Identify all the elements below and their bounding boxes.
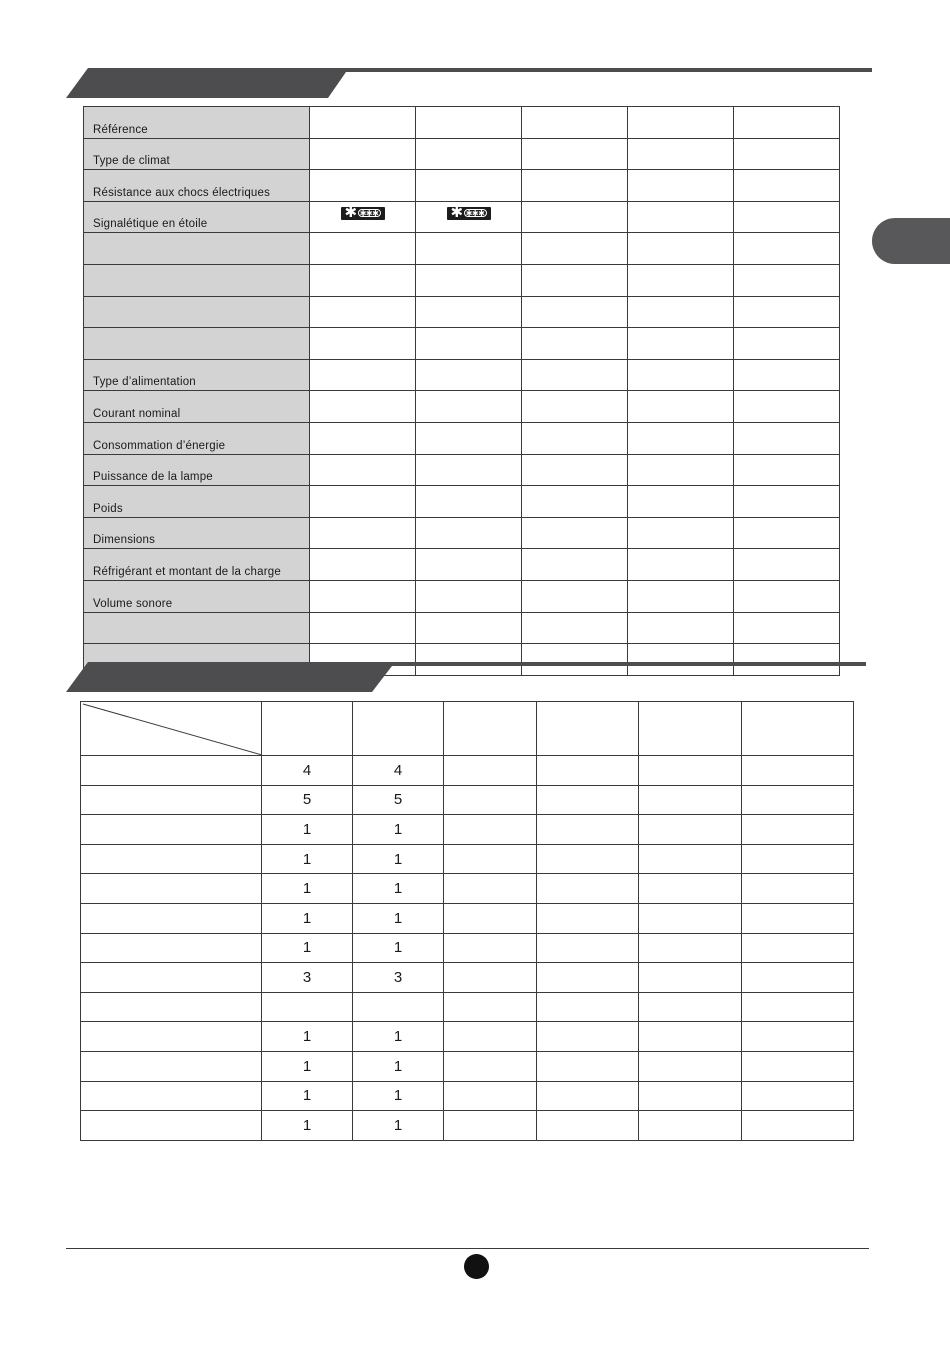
header-cell	[639, 702, 742, 756]
spec-cell	[416, 517, 522, 549]
accessory-qty-cell	[639, 815, 742, 845]
accessory-qty-cell	[537, 756, 639, 786]
spec-cell	[522, 454, 628, 486]
accessory-qty-cell: 1	[262, 1111, 353, 1141]
spec-cell	[416, 612, 522, 644]
accessory-qty-cell	[537, 903, 639, 933]
spec-cell	[522, 517, 628, 549]
accessory-row	[81, 992, 854, 1022]
accessory-qty-cell: 4	[353, 756, 444, 786]
spec-cell	[416, 296, 522, 328]
accessories-header-row	[81, 702, 854, 756]
accessory-qty-cell: 1	[353, 1022, 444, 1052]
spec-row	[84, 328, 840, 360]
accessory-qty-cell	[742, 844, 854, 874]
accessory-qty-cell	[639, 933, 742, 963]
accessory-qty-cell	[444, 756, 537, 786]
accessory-qty-cell	[444, 1081, 537, 1111]
spec-row-label: Signalétique en étoile	[84, 201, 310, 233]
spec-cell	[734, 612, 840, 644]
spec-row	[84, 170, 840, 202]
spec-cell	[416, 328, 522, 360]
accessory-qty-cell	[742, 1081, 854, 1111]
spec-cell	[734, 391, 840, 423]
spec-cell	[628, 580, 734, 612]
accessory-row	[81, 874, 854, 904]
spec-row	[84, 454, 840, 486]
spec-cell	[522, 612, 628, 644]
spec-cell	[734, 138, 840, 170]
accessory-qty-cell: 1	[262, 933, 353, 963]
spec-row-label	[84, 233, 310, 265]
accessory-qty-cell	[742, 815, 854, 845]
spec-cell	[734, 201, 840, 233]
spec-cell	[734, 359, 840, 391]
spec-cell	[310, 328, 416, 360]
accessory-name-cell	[81, 1022, 262, 1052]
spec-cell	[734, 170, 840, 202]
spec-cell	[522, 296, 628, 328]
spec-cell	[734, 264, 840, 296]
accessory-row	[81, 1022, 854, 1052]
accessory-name-cell	[81, 1051, 262, 1081]
accessory-row	[81, 903, 854, 933]
spec-cell	[628, 517, 734, 549]
accessory-qty-cell	[742, 756, 854, 786]
spec-row	[84, 107, 840, 139]
accessory-qty-cell	[742, 1111, 854, 1141]
spec-cell	[522, 138, 628, 170]
spec-cell	[734, 296, 840, 328]
spec-cell	[310, 201, 416, 233]
accessory-qty-cell	[537, 992, 639, 1022]
accessory-row	[81, 933, 854, 963]
spec-cell	[416, 201, 522, 233]
spec-cell	[734, 549, 840, 581]
spec-cell	[310, 264, 416, 296]
accessory-qty-cell	[742, 1051, 854, 1081]
accessory-name-cell	[81, 815, 262, 845]
accessory-name-cell	[81, 785, 262, 815]
accessory-qty-cell	[742, 874, 854, 904]
accessory-qty-cell	[444, 874, 537, 904]
accessory-qty-cell	[537, 1022, 639, 1052]
accessory-qty-cell: 1	[262, 1051, 353, 1081]
chapter-side-tab	[872, 218, 950, 264]
spec-cell	[628, 612, 734, 644]
spec-cell	[416, 170, 522, 202]
accessory-qty-cell	[639, 756, 742, 786]
accessory-qty-cell: 1	[353, 874, 444, 904]
accessory-qty-cell	[262, 992, 353, 1022]
accessory-qty-cell: 1	[353, 1081, 444, 1111]
accessory-qty-cell	[444, 1022, 537, 1052]
accessory-qty-cell: 1	[262, 815, 353, 845]
spec-cell	[628, 264, 734, 296]
header-cell	[537, 702, 639, 756]
spec-cell	[522, 233, 628, 265]
accessory-qty-cell: 1	[262, 844, 353, 874]
accessory-row	[81, 756, 854, 786]
header-cell	[353, 702, 444, 756]
section-header-specifications	[66, 66, 872, 102]
accessory-qty-cell: 1	[262, 1081, 353, 1111]
accessory-row	[81, 815, 854, 845]
accessory-name-cell	[81, 756, 262, 786]
spec-cell	[522, 422, 628, 454]
header-cell	[742, 702, 854, 756]
specifications-table	[83, 106, 840, 676]
accessory-qty-cell	[537, 785, 639, 815]
spec-cell	[628, 170, 734, 202]
footer-divider	[66, 1248, 869, 1249]
spec-cell	[310, 612, 416, 644]
accessory-name-cell	[81, 1111, 262, 1141]
spec-row-label: Type d’alimentation	[84, 359, 310, 391]
spec-cell	[310, 422, 416, 454]
spec-cell	[310, 580, 416, 612]
accessory-qty-cell	[537, 815, 639, 845]
spec-cell	[522, 201, 628, 233]
freezer-star-rating-icon: ✱ ✱✱✱	[447, 207, 491, 220]
spec-row	[84, 264, 840, 296]
accessory-qty-cell	[444, 815, 537, 845]
spec-cell	[734, 486, 840, 518]
spec-cell	[416, 580, 522, 612]
spec-row	[84, 486, 840, 518]
accessory-qty-cell	[444, 844, 537, 874]
accessory-qty-cell: 5	[353, 785, 444, 815]
accessory-name-cell	[81, 874, 262, 904]
accessory-qty-cell	[444, 963, 537, 993]
accessory-qty-cell	[444, 933, 537, 963]
spec-cell	[416, 454, 522, 486]
accessory-qty-cell: 1	[353, 1111, 444, 1141]
spec-cell	[628, 359, 734, 391]
spec-cell	[734, 422, 840, 454]
spec-cell	[628, 454, 734, 486]
spec-cell	[310, 138, 416, 170]
accessory-row	[81, 844, 854, 874]
spec-cell	[310, 107, 416, 139]
accessory-qty-cell: 3	[353, 963, 444, 993]
spec-row	[84, 517, 840, 549]
spec-cell	[734, 580, 840, 612]
accessory-qty-cell	[444, 992, 537, 1022]
spec-cell	[734, 517, 840, 549]
spec-cell	[522, 328, 628, 360]
spec-cell	[734, 328, 840, 360]
spec-cell	[310, 359, 416, 391]
accessory-row	[81, 963, 854, 993]
spec-cell	[522, 264, 628, 296]
spec-cell	[628, 201, 734, 233]
spec-cell	[310, 549, 416, 581]
spec-cell	[628, 549, 734, 581]
accessory-qty-cell: 1	[353, 844, 444, 874]
accessory-qty-cell	[639, 1022, 742, 1052]
spec-cell	[628, 486, 734, 518]
header-cell	[444, 702, 537, 756]
spec-cell	[522, 486, 628, 518]
accessory-qty-cell	[537, 933, 639, 963]
spec-cell	[628, 107, 734, 139]
accessory-qty-cell	[742, 903, 854, 933]
spec-cell	[522, 580, 628, 612]
header-cell	[262, 702, 353, 756]
accessory-qty-cell	[639, 874, 742, 904]
spec-cell	[628, 296, 734, 328]
spec-row-label: Poids	[84, 486, 310, 518]
accessory-qty-cell: 1	[353, 815, 444, 845]
spec-cell	[628, 233, 734, 265]
accessory-qty-cell	[742, 933, 854, 963]
accessory-qty-cell	[537, 1081, 639, 1111]
spec-cell	[416, 138, 522, 170]
accessory-qty-cell: 1	[262, 1022, 353, 1052]
spec-cell	[734, 107, 840, 139]
section-header-accessories	[66, 660, 866, 696]
accessory-qty-cell	[444, 1051, 537, 1081]
accessory-qty-cell	[742, 1022, 854, 1052]
spec-row-label: Puissance de la lampe	[84, 454, 310, 486]
spec-cell	[628, 391, 734, 423]
spec-row	[84, 580, 840, 612]
spec-row-label	[84, 612, 310, 644]
spec-cell	[416, 391, 522, 423]
spec-cell	[416, 107, 522, 139]
accessory-qty-cell	[639, 963, 742, 993]
page-number-marker	[464, 1254, 489, 1279]
spec-cell	[628, 138, 734, 170]
spec-row	[84, 391, 840, 423]
spec-cell	[310, 233, 416, 265]
spec-cell	[628, 422, 734, 454]
accessory-qty-cell	[444, 785, 537, 815]
spec-cell	[310, 170, 416, 202]
spec-row	[84, 422, 840, 454]
spec-cell	[628, 328, 734, 360]
accessory-qty-cell	[537, 874, 639, 904]
accessory-row	[81, 1111, 854, 1141]
accessory-row	[81, 785, 854, 815]
spec-row	[84, 612, 840, 644]
spec-cell	[734, 454, 840, 486]
accessory-qty-cell	[639, 1051, 742, 1081]
accessory-qty-cell	[742, 992, 854, 1022]
accessory-qty-cell	[639, 1111, 742, 1141]
accessory-name-cell	[81, 963, 262, 993]
freezer-star-rating-icon: ✱ ✱✱✱	[341, 207, 385, 220]
spec-cell	[416, 264, 522, 296]
spec-row	[84, 296, 840, 328]
spec-row-label	[84, 264, 310, 296]
spec-cell	[522, 170, 628, 202]
spec-cell	[310, 391, 416, 423]
spec-cell	[416, 486, 522, 518]
spec-row	[84, 549, 840, 581]
spec-cell	[310, 486, 416, 518]
accessory-qty-cell	[444, 903, 537, 933]
spec-cell	[522, 359, 628, 391]
accessory-qty-cell: 1	[353, 933, 444, 963]
spec-row-label	[84, 296, 310, 328]
spec-row	[84, 201, 840, 233]
accessory-name-cell	[81, 933, 262, 963]
spec-row	[84, 359, 840, 391]
accessory-name-cell	[81, 903, 262, 933]
spec-row-label: Consommation d’énergie	[84, 422, 310, 454]
spec-cell	[310, 296, 416, 328]
spec-cell	[522, 549, 628, 581]
accessory-qty-cell	[742, 785, 854, 815]
accessory-row	[81, 1051, 854, 1081]
spec-cell	[416, 549, 522, 581]
accessory-qty-cell	[444, 1111, 537, 1141]
accessory-qty-cell: 5	[262, 785, 353, 815]
spec-cell	[522, 391, 628, 423]
spec-cell	[310, 454, 416, 486]
spec-row-label: Dimensions	[84, 517, 310, 549]
spec-row-label: Volume sonore	[84, 580, 310, 612]
spec-cell	[416, 359, 522, 391]
accessory-qty-cell	[537, 963, 639, 993]
accessory-qty-cell: 1	[353, 1051, 444, 1081]
accessories-table	[80, 701, 854, 1141]
spec-row-label: Résistance aux chocs électriques	[84, 170, 310, 202]
spec-row-label	[84, 328, 310, 360]
accessory-qty-cell: 4	[262, 756, 353, 786]
accessory-name-cell	[81, 844, 262, 874]
accessory-qty-cell: 1	[262, 874, 353, 904]
spec-row-label: Référence	[84, 107, 310, 139]
accessory-qty-cell	[639, 785, 742, 815]
accessory-qty-cell	[639, 903, 742, 933]
accessory-row	[81, 1081, 854, 1111]
accessory-qty-cell	[537, 1051, 639, 1081]
accessory-qty-cell	[742, 963, 854, 993]
accessory-qty-cell	[639, 992, 742, 1022]
spec-cell	[310, 517, 416, 549]
accessory-qty-cell	[353, 992, 444, 1022]
accessory-qty-cell: 1	[262, 903, 353, 933]
spec-row	[84, 233, 840, 265]
diagonal-header-cell	[81, 702, 262, 756]
spec-cell	[416, 233, 522, 265]
spec-row-label: Courant nominal	[84, 391, 310, 423]
accessory-qty-cell	[639, 844, 742, 874]
accessory-qty-cell	[537, 1111, 639, 1141]
accessory-qty-cell: 3	[262, 963, 353, 993]
spec-cell	[734, 233, 840, 265]
accessory-name-cell	[81, 992, 262, 1022]
spec-cell	[522, 107, 628, 139]
spec-row	[84, 138, 840, 170]
accessory-name-cell	[81, 1081, 262, 1111]
spec-row-label: Type de climat	[84, 138, 310, 170]
spec-row-label: Réfrigérant et montant de la charge	[84, 549, 310, 581]
accessory-qty-cell	[537, 844, 639, 874]
spec-cell	[416, 422, 522, 454]
accessory-qty-cell: 1	[353, 903, 444, 933]
accessory-qty-cell	[639, 1081, 742, 1111]
